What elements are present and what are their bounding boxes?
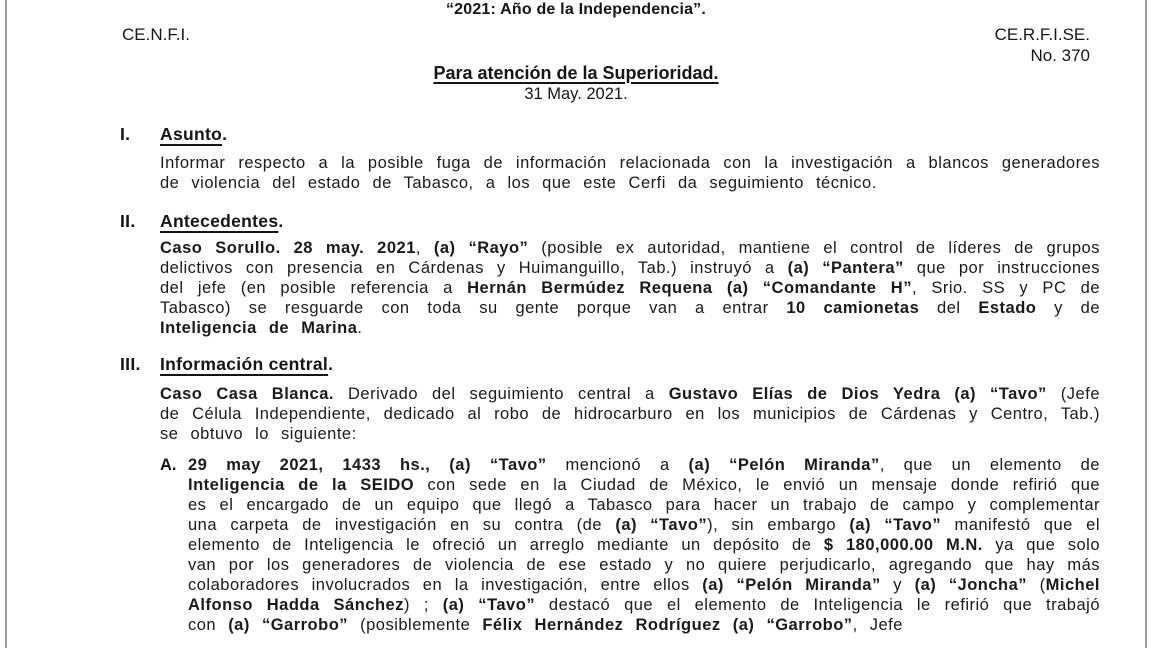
section-heading-antecedentes xyxy=(120,211,284,232)
list-item-marker: A. xyxy=(160,456,177,474)
unit-code-right: CE.R.F.I.SE. xyxy=(994,25,1090,44)
section-title-period: . xyxy=(222,124,228,144)
section-numeral: II. xyxy=(120,211,136,231)
doc-number: No. 370 xyxy=(1030,45,1090,65)
section-title-period: . xyxy=(278,211,284,231)
doc-date: 31 May. 2021. xyxy=(524,85,628,103)
list-item-text: 29 may 2021, 1433 hs., (a) “Tavo” mencionó a (a) “Pelón Miranda”, que un elemento de Inteligencia de la SEIDO con sede en la Ciudad de México, le envió un mensaje donde refirió que es el encargado de un equipo que llegó a Tabasco para hacer un trabajo de campo y complementar una carpeta de investigación en su contra (de (a) “Tavo”), sin embargo (a) “Tavo” manifestó que el elemento de Inteligencia le ofreció un arreglo mediante un depósito de $ 180,000.00 M.N. ya que solo van por los generadores de violencia de ese estado y no quiere perjudicarlo, agregando que hay más colaboradores involucrados en la investigación, entre ellos (a) “Pelón Miranda” y (a) “Joncha” (Michel Alfonso Hadda Sánchez) ; (a) “Tavo” destacó que el elemento de Inteligencia le refirió que trabajó con (a) “Garrobo” (posiblemente Félix Hernández Rodríguez (a) “Garrobo”, Jefe xyxy=(188,456,1101,634)
section-numeral: I. xyxy=(120,124,131,144)
year-motto: “2021: Año de la Independencia”. xyxy=(445,1,707,18)
section-title: Información central xyxy=(160,354,329,374)
unit-code-right-block xyxy=(995,25,1090,66)
attention-title xyxy=(0,63,1152,84)
paragraph-antecedentes: Caso Sorullo. 28 may. 2021, (a) “Rayo” (posible ex autoridad, mantiene el control de líderes de grupos delictivos con presencia en Cárdenas y Huimanguillo, Tab.) instruyó a (a) “Pantera” que por instrucciones del jefe (en posible referencia a Hernán Bermúdez Requena (a) “Comandante H”, Srio. SS y PC de Tabasco) se resguarde con toda su gente porque van a entrar 10 camionetas del Estado y de Inteligencia de Marina. xyxy=(160,239,1101,337)
section-heading-asunto xyxy=(120,124,227,145)
section-title-period: . xyxy=(328,354,334,374)
list-item-a xyxy=(160,455,1100,635)
section-heading-informacion-central xyxy=(120,354,333,375)
section-title: Antecedentes xyxy=(160,211,279,231)
paragraph-asunto: Informar respecto a la posible fuga de información relacionada con la investigación a blancos generadores de violencia del estado de Tabasco, a los que este Cerfi da seguimiento técnico. xyxy=(160,154,1100,192)
unit-code-left: CE.N.F.I. xyxy=(122,25,191,44)
attention-title-text: Para atención de la Superioridad. xyxy=(433,63,719,83)
section-numeral: III. xyxy=(120,354,141,374)
paragraph-caso-casa-blanca: Caso Casa Blanca. Derivado del seguimiento central a Gustavo Elías de Dios Yedra (a) “Tavo” (Jefe de Célula Independiente, dedicado al robo de hidrocarburo en los municipios de Cárdenas y Centro, Tab.) se obtuvo lo siguiente: xyxy=(160,385,1100,443)
section-title: Asunto xyxy=(160,124,223,144)
